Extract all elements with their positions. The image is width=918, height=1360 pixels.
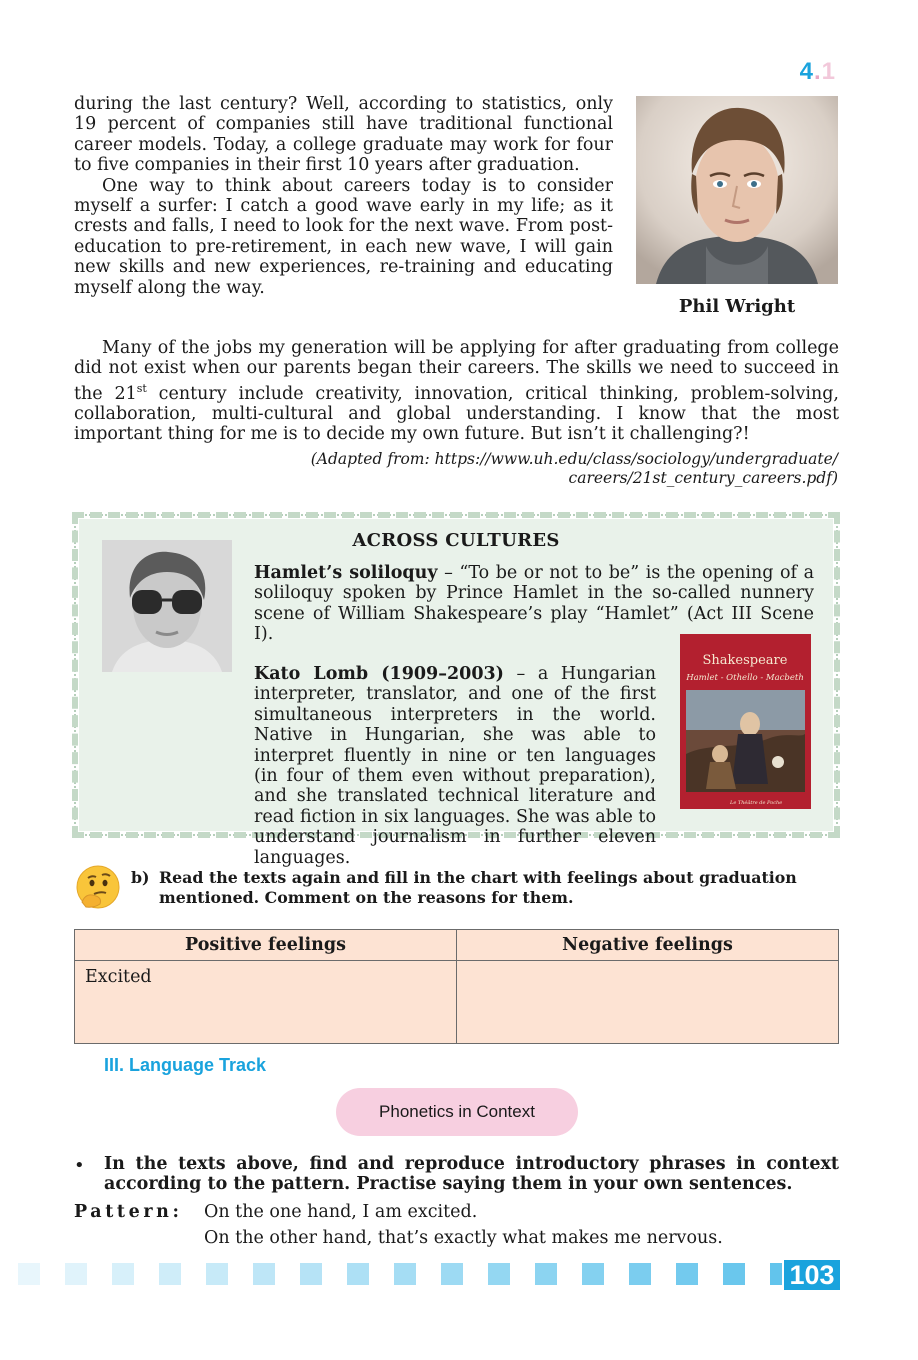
source-line-2: careers/21st_century_careers.pdf) (568, 469, 838, 487)
table-header-row (75, 930, 839, 961)
unit-number: 4 (799, 58, 814, 85)
footer-square (535, 1263, 557, 1285)
kato-term: Kato Lomb (1909–2003) (254, 664, 504, 684)
book-author: Shakespeare (702, 653, 788, 668)
photo-caption: Phil Wright (678, 296, 796, 317)
footer-square (488, 1263, 510, 1285)
unit-marker (800, 58, 836, 86)
hamlet-entry (254, 563, 814, 645)
footer-square (347, 1263, 369, 1285)
portrait-kato-lomb (102, 540, 232, 672)
portrait-phil-wright (636, 96, 838, 284)
negative-feelings-header: Negative feelings (457, 930, 839, 961)
source-line-1: (Adapted from: https://www.uh.edu/class/sociology/undergraduate/ (310, 450, 838, 468)
hamlet-term: Hamlet’s soliloquy (254, 563, 438, 583)
pattern-line-2: On the other hand, that’s exactly what makes me nervous. (204, 1228, 723, 1248)
article-intro (74, 94, 613, 298)
footer-square (300, 1263, 322, 1285)
intro-paragraph: during the last century? Well, according to statistics, only 19 percent of companies still have traditional functional career models. Today, a college graduate may work for four to five companies in their first 10 years after graduation. (74, 94, 613, 176)
article-continuation (74, 338, 839, 445)
bullet: • (74, 1155, 85, 1176)
jobs-paragraph (74, 338, 839, 445)
pattern-line-1: On the one hand, I am excited. (204, 1202, 478, 1222)
feelings-table (74, 929, 839, 1044)
portrait-illustration (636, 96, 838, 284)
footer-square (723, 1263, 745, 1285)
phonetics-pill: Phonetics in Context (336, 1088, 578, 1136)
negative-feelings-cell[interactable] (457, 961, 839, 1044)
positive-feelings-cell[interactable]: Excited (75, 961, 457, 1044)
footer-square (394, 1263, 416, 1285)
unit-sub: 1 (821, 58, 836, 85)
task-b-text: Read the texts again and fill in the chart with feelings about graduation mentioned. Comment on the reasons for them. (159, 868, 797, 907)
kato-illustration (102, 540, 232, 672)
book-publisher: Le Théâtre de Poche (730, 800, 783, 806)
hamlet-text: – “To be or not to be” is the opening of a soliloquy spoken by Prince Hamlet in the so-called nunnery scene of William Shakespeare’s play “Hamlet” (Act III Scene I). (254, 563, 815, 645)
across-cultures-title: ACROSS CULTURES (352, 530, 560, 551)
instruction-text: In the texts above, find and reproduce introductory phrases in context according to the pattern. Practise saying them in your own sentences. (104, 1154, 839, 1195)
positive-feelings-header: Positive feelings (75, 930, 457, 961)
shakespeare-book-cover (680, 634, 811, 809)
book-titles: Hamlet - Othello - Macbeth (686, 673, 804, 683)
surfer-paragraph: One way to think about careers today is to consider myself a surfer: I catch a good wave early in my life; as it crests and falls, I need to look for the next wave. From post-education to pre-retirement, in each new wave, I will gain new skills and new experiences, re-training and educating myself along the way. (74, 175, 613, 298)
footer-square (159, 1263, 181, 1285)
footer-square (18, 1263, 40, 1285)
task-b-label: b) (131, 868, 150, 887)
footer-square (582, 1263, 604, 1285)
kato-entry (98, 664, 656, 868)
thinking-face-icon (74, 862, 122, 910)
task-b (131, 868, 839, 908)
footer-square (112, 1263, 134, 1285)
unit-dot: . (813, 58, 822, 85)
table-row (75, 961, 839, 1044)
ordinal-suffix: st (136, 381, 147, 395)
pattern-label: Pattern: (74, 1202, 183, 1222)
footer-square (629, 1263, 651, 1285)
book-cover-illustration (680, 634, 811, 809)
jobs-text-end: century include creativity, innovation, critical thinking, problem-solving, collaboration, multi-cultural and global understanding. I know that the most important thing for me is to decide my own future. But isn’t it challenging?! (74, 383, 839, 445)
kato-text: – a Hungarian interpreter, translator, and one of the first simultaneous interpreters in the world. Native in Hungarian, she was able to interpret fluently in nine or ten languages (in four of them even without preparation), and she translated technical literature and read fiction in six languages. She was able to understand journalism in further eleven languages. (254, 664, 656, 868)
footer-square (206, 1263, 228, 1285)
footer-square-strip (0, 1263, 782, 1285)
footer-square (65, 1263, 87, 1285)
footer-square (770, 1263, 782, 1285)
footer-square (253, 1263, 275, 1285)
page-number: 103 (784, 1260, 840, 1290)
section-heading: III. Language Track (104, 1055, 267, 1075)
footer-square (676, 1263, 698, 1285)
footer-square (441, 1263, 463, 1285)
kato-lead (98, 664, 656, 868)
jobs-text-start: Many of the jobs my generation will be applying for after graduating from college did not exist when our parents began their careers. The skills we need to succeed in the 21 (74, 338, 839, 404)
source-citation (138, 450, 838, 488)
